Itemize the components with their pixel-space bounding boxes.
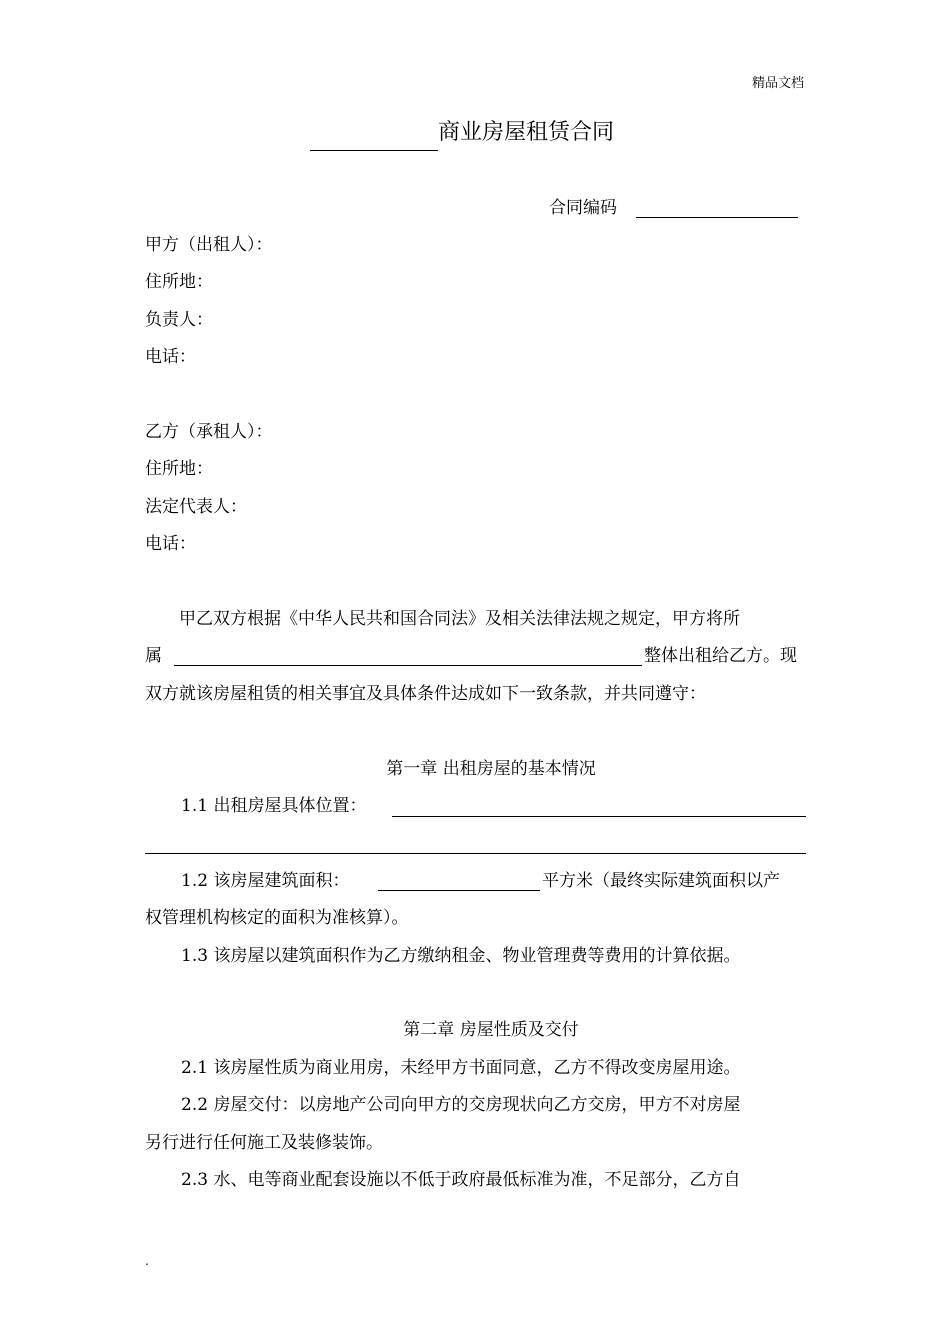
party-b-representative: 法定代表人： xyxy=(145,497,247,517)
clause-2-2-line-2: 另行进行任何施工及装修装饰。 xyxy=(145,1133,383,1153)
contract-number-label: 合同编码 xyxy=(549,198,617,218)
property-blank-line xyxy=(174,665,642,666)
location-blank-line xyxy=(392,816,806,817)
clause-2-2-line-1: 2.2 房屋交付：以房地产公司向甲方的交房现状向乙方交房，甲方不对房屋 xyxy=(181,1095,741,1115)
clause-2-1: 2.1 该房屋性质为商业用房，未经甲方书面同意，乙方不得改变房屋用途。 xyxy=(181,1058,741,1078)
clause-1-2-line-2: 权管理机构核定的面积为准核算）。 xyxy=(145,908,409,928)
party-b-phone: 电话： xyxy=(145,534,196,554)
chapter-1-title: 第一章 出租房屋的基本情况 xyxy=(386,759,596,779)
preamble-line-2-end: 整体出租给乙方。现 xyxy=(644,646,797,666)
party-a-heading: 甲方（出租人）： xyxy=(145,235,273,255)
party-b-address: 住所地： xyxy=(145,459,213,479)
party-a-address: 住所地： xyxy=(145,272,213,292)
chapter-2-title: 第二章 房屋性质及交付 xyxy=(403,1020,579,1040)
title-blank-line xyxy=(310,150,438,151)
area-blank-line xyxy=(378,890,540,891)
footer-dot: . xyxy=(145,1254,149,1268)
party-a-responsible: 负责人： xyxy=(145,310,213,330)
clause-1-3: 1.3 该房屋以建筑面积作为乙方缴纳租金、物业管理费等费用的计算依据。 xyxy=(181,946,741,966)
contract-number-blank xyxy=(636,217,798,218)
location-blank-line-2 xyxy=(145,853,806,854)
preamble-line-3: 双方就该房屋租赁的相关事宜及具体条件达成如下一致条款，并共同遵守： xyxy=(145,684,706,704)
clause-1-2-start: 1.2 该房屋建筑面积： xyxy=(181,871,350,891)
clause-1-1: 1.1 出租房屋具体位置： xyxy=(181,796,367,816)
clause-1-2-end: 平方米（最终实际建筑面积以产 xyxy=(542,871,780,891)
party-b-heading: 乙方（承租人）： xyxy=(145,422,273,442)
preamble-line-2-start: 属 xyxy=(145,646,162,666)
clause-2-3-line-1: 2.3 水、电等商业配套设施以不低于政府最低标准为准，不足部分，乙方自 xyxy=(181,1170,741,1190)
document-title: 商业房屋租赁合同 xyxy=(438,120,615,145)
party-a-phone: 电话： xyxy=(145,347,196,367)
preamble-line-1: 甲乙双方根据《中华人民共和国合同法》及相关法律法规之规定，甲方将所 xyxy=(179,609,740,629)
page-header-label: 精品文档 xyxy=(752,76,805,91)
